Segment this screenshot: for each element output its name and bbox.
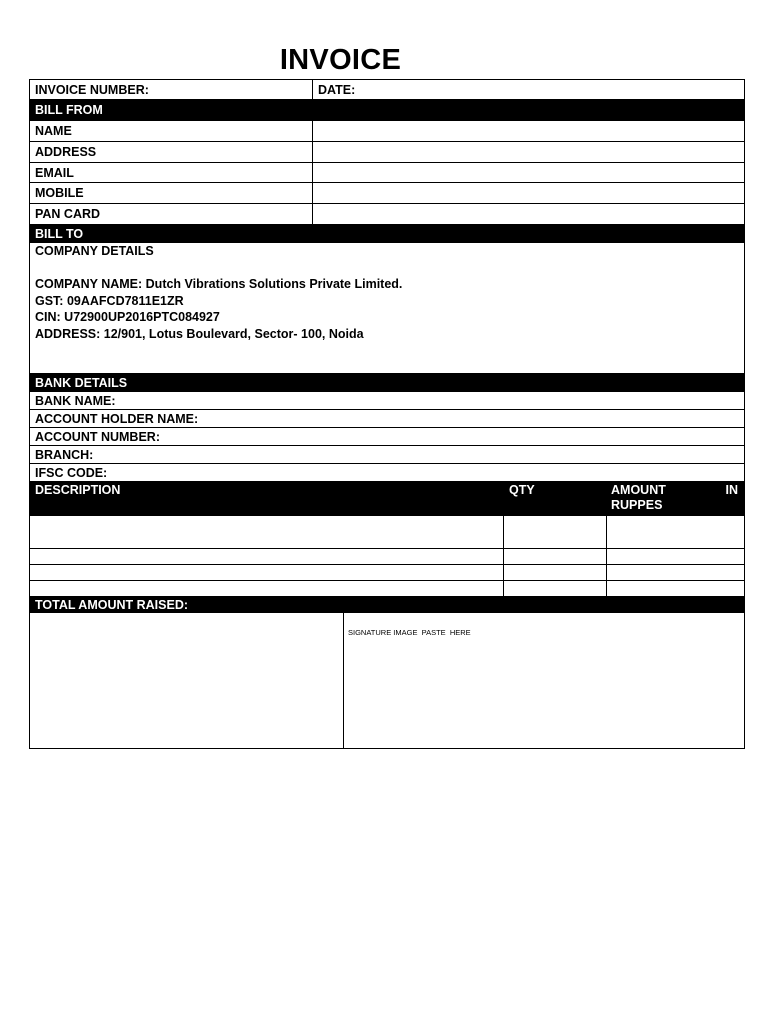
bill-from-label-address: ADDRESS [35, 145, 97, 159]
total-amount-label: TOTAL AMOUNT RAISED: [35, 597, 189, 612]
item-row [29, 580, 745, 597]
company-details-title: COMPANY DETAILS [35, 244, 154, 258]
item-row [29, 548, 745, 565]
company-cin-line: CIN: U72900UP2016PTC084927 [35, 310, 220, 324]
signature-placeholder: SIGNATURE IMAGE PASTE HERE [348, 628, 471, 637]
bill-from-row-name [29, 120, 745, 142]
bank-row-branch [29, 445, 745, 464]
bank-name-label: BANK NAME: [35, 393, 116, 408]
item-qty-cell [503, 549, 606, 564]
bill-from-label-mobile: MOBILE [35, 186, 84, 200]
signature-left-cell [30, 613, 343, 748]
account-number-label: ACCOUNT NUMBER: [35, 429, 160, 444]
item-amount-cell [606, 549, 744, 564]
bank-row-ifsc [29, 463, 745, 482]
item-description-cell [30, 581, 503, 596]
bill-from-row-email [29, 162, 745, 183]
bill-from-value-pan-card [312, 204, 744, 224]
company-details-block [29, 242, 745, 374]
bill-from-row-mobile [29, 182, 745, 204]
signature-right-cell [343, 613, 744, 748]
company-name-line: COMPANY NAME: Dutch Vibrations Solutions Private Limited. [35, 277, 403, 291]
bill-from-row-pan-card [29, 203, 745, 225]
description-header: DESCRIPTION [35, 483, 121, 497]
item-qty-cell [503, 516, 606, 548]
amount-header-cell [606, 482, 744, 515]
bill-from-label-email: EMAIL [35, 165, 74, 180]
company-details-text [30, 243, 744, 373]
bank-details-header [29, 373, 745, 392]
bill-to-header-label: BILL TO [35, 226, 84, 241]
item-amount-cell [606, 581, 744, 596]
bill-from-value-address [312, 142, 744, 162]
bill-from-value-name [312, 121, 744, 141]
company-gst-line: GST: 09AAFCD7811E1ZR [35, 293, 184, 308]
account-holder-name-label: ACCOUNT HOLDER NAME: [35, 411, 199, 426]
invoice-number-label: INVOICE NUMBER: [35, 82, 149, 97]
bill-from-label-name: NAME [35, 124, 72, 138]
total-amount-row [29, 596, 745, 613]
branch-label: BRANCH: [35, 447, 94, 462]
item-amount-cell [606, 565, 744, 580]
item-description-cell [30, 549, 503, 564]
item-description-cell [30, 516, 503, 548]
page-title: INVOICE [279, 44, 402, 76]
bank-row-account-holder [29, 409, 745, 428]
item-row [29, 564, 745, 581]
signature-box [29, 612, 745, 749]
bill-from-header [29, 99, 745, 121]
bank-row-account-number [29, 427, 745, 446]
bill-from-header-label: BILL FROM [35, 103, 103, 117]
qty-header: QTY [503, 482, 606, 515]
amount-header: AMOUNT IN RUPPES [611, 483, 738, 512]
item-amount-cell [606, 516, 744, 548]
bill-from-row-address [29, 141, 745, 163]
bill-from-label-pan-card: PAN CARD [35, 207, 101, 221]
bank-row-bank-name [29, 391, 745, 410]
item-qty-cell [503, 565, 606, 580]
bank-details-header-label: BANK DETAILS [35, 375, 128, 390]
items-header-row [29, 481, 745, 516]
item-row [29, 515, 745, 549]
item-qty-cell [503, 581, 606, 596]
date-label: DATE: [312, 80, 744, 99]
bill-from-value-mobile [312, 183, 744, 203]
item-description-cell [30, 565, 503, 580]
bill-to-header [29, 224, 745, 243]
bill-from-value-email [312, 163, 744, 182]
ifsc-code-label: IFSC CODE: [35, 465, 108, 480]
invoice-number-date-row [29, 79, 745, 100]
company-address-line: ADDRESS: 12/901, Lotus Boulevard, Sector- 100, Noida [35, 326, 364, 341]
